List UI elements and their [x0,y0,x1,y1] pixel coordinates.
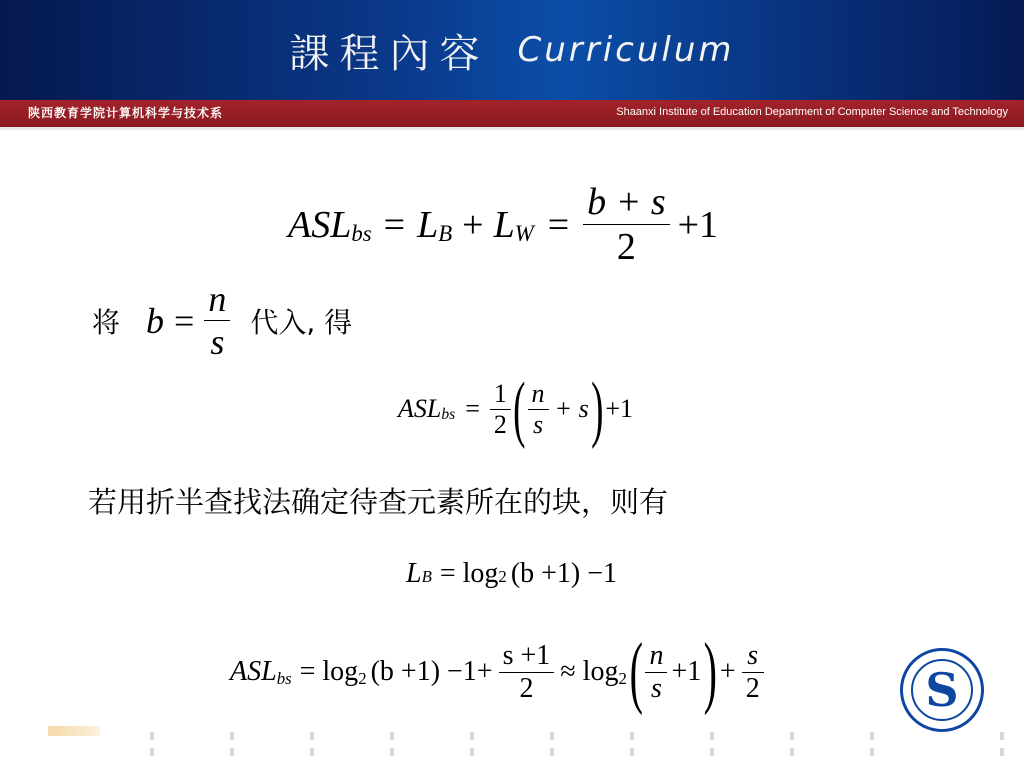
footer-dash [150,732,154,764]
footer-dotted-lines [0,728,1024,768]
eq4-log-sub2: 2 [618,669,627,688]
eq4-f2-den: 2 [745,672,760,704]
footer-dash [390,732,394,764]
logo-swan-icon: S [925,663,959,717]
eq1-lw: L [493,203,515,246]
header-title [0,0,1024,100]
footer-dash [550,732,554,764]
footer-dash [230,732,234,764]
department-en: Shaanxi Institute of Education Department of Computer Science and Technology [616,106,1008,118]
substitute-line [92,278,352,363]
eq2-in-den: s [532,409,544,439]
substitute-num: n [208,279,227,319]
footer-dash [870,732,874,764]
eq2-tail: +1 [605,394,634,423]
eq1-frac-den: 2 [616,226,636,268]
header-title-en: Curriculum [517,30,735,70]
footer-dash [1000,732,1004,764]
eq1-lw-sub: W [514,220,534,246]
eq4-part1: = log [299,656,359,687]
explanation-sentence: 若用折半查找法确定待查元素所在的块，则有 [88,485,669,519]
eq2-eq: = [465,394,480,423]
eq1-lb-sub: B [438,220,453,246]
eq4-plus: + [719,656,736,687]
equation-4 [230,628,764,716]
eq4-lhs: ASL [230,656,277,687]
equation-3 [406,558,617,590]
eq1-lhs-sub: bs [351,220,372,246]
eq2-left-paren: ( [513,368,526,450]
band-shadow [0,127,1024,130]
eq2-frac-den: 2 [493,409,507,439]
footer-dash [790,732,794,764]
eq1-lb: L [417,203,439,246]
equation-1 [288,180,718,269]
eq4-in-den: s [651,672,662,704]
equation-2 [398,368,634,450]
eq4-f2-num: s [747,639,759,671]
eq2-right-paren: ) [590,368,604,450]
footer-dash [630,732,634,764]
footer-dash [710,732,714,764]
footer-dash [470,732,474,764]
eq4-in-num: n [649,639,664,671]
eq1-lhs: ASL [288,203,352,246]
eq1-eq: = [383,203,406,246]
eq1-eq2: = [547,203,570,246]
substitute-eq: = [174,300,195,341]
eq2-frac-num: 1 [493,378,507,408]
substitute-fraction [204,278,230,363]
eq4-in-tail: +1 [671,656,702,687]
eq4-left-paren: ( [629,628,643,716]
institute-logo [900,648,984,732]
eq2-inner-fraction [528,379,549,440]
substitute-var: b [146,300,165,341]
slide-header [0,0,1024,100]
eq4-lhs-sub: bs [276,669,292,688]
eq1-tail: +1 [677,203,719,246]
eq1-frac-num: b + s [587,181,666,223]
eq3-rhs: = log [439,558,499,589]
eq2-fraction [490,379,511,440]
eq4-f1-den: 2 [519,672,534,704]
eq4-log-sub1: 2 [358,669,367,688]
eq2-in-num: n [531,378,545,408]
institution-band [0,100,1024,127]
eq3-rest: (b +1) −1 [510,558,618,589]
eq2-in-tail: + s [554,394,589,423]
eq3-lhs-sub: B [421,567,432,586]
eq1-plus: + [462,203,484,246]
eq2-lhs-sub: bs [441,406,456,423]
eq3-lhs: L [406,558,422,589]
substitute-den: s [210,322,225,362]
eq4-fraction-2 [742,640,764,705]
header-title-cn: 課程內容 [289,30,490,77]
eq4-approx: ≈ log [560,656,619,687]
eq4-fraction-1 [499,640,555,705]
footer-dash [310,732,314,764]
substitute-prefix: 将 [92,305,121,339]
eq4-right-paren: ) [703,628,718,716]
eq1-fraction [583,180,669,269]
substitute-suffix: 代入, 得 [250,305,353,339]
eq4-inner-fraction [645,640,667,705]
eq3-log-sub: 2 [498,567,507,586]
eq2-lhs: ASL [398,394,442,423]
eq4-part2: (b +1) −1+ [370,656,493,687]
eq4-f1-num: s +1 [502,639,551,671]
department-cn: 陕西教育学院计算机科学与技术系 [28,106,224,120]
